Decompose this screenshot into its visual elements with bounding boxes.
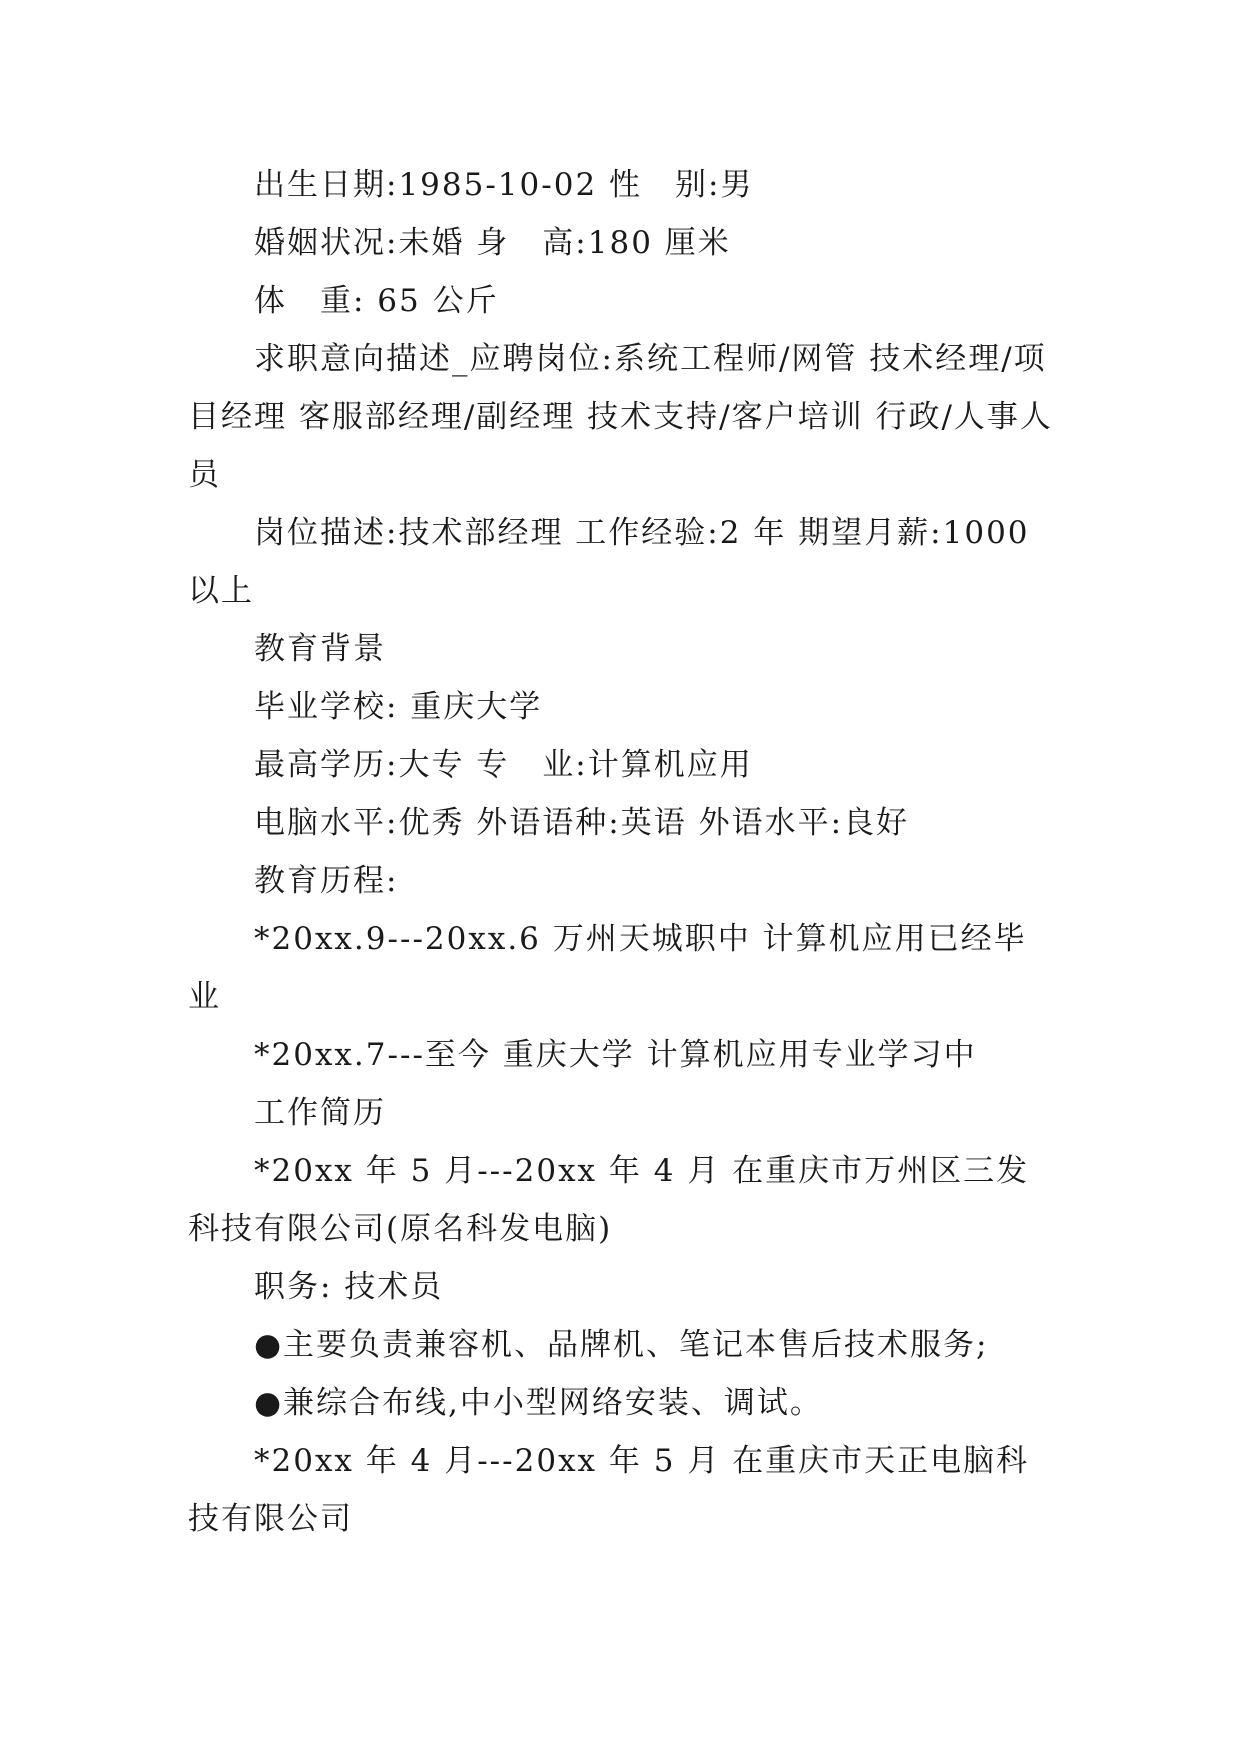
job-intention-line: 求职意向描述_应聘岗位:系统工程师/网管 技术经理/项目经理 客服部经理/副经理 技术支持/客户培训 行政/人事人员: [188, 341, 1053, 493]
degree-major-line: 最高学历:大专 专 业:计算机应用: [254, 747, 753, 783]
education-entry: *20xx.9---20xx.6 万州天城职中 计算机应用已经毕业: [188, 921, 1027, 1015]
marital-height-line: 婚姻状况:未婚 身 高:180 厘米: [254, 225, 731, 261]
education-entry: *20xx.7---至今 重庆大学 计算机应用专业学习中: [254, 1037, 977, 1073]
document-body: [188, 156, 1058, 1548]
weight-line: 体 重: 65 公斤: [254, 283, 499, 319]
birth-date-gender-line: 出生日期:1985-10-02 性 别:男: [254, 167, 754, 203]
work-history-heading: 工作简历: [254, 1095, 386, 1131]
duty-bullet: ●主要负责兼容机、品牌机、笔记本售后技术服务;: [254, 1327, 989, 1363]
education-heading: 教育背景: [254, 631, 386, 667]
school-line: 毕业学校: 重庆大学: [254, 689, 543, 725]
duty-bullet: ●兼综合布线,中小型网络安装、调试。: [254, 1385, 823, 1421]
work-entry: *20xx 年 5 月---20xx 年 4 月 在重庆市万州区三发科技有限公司(原名科发电脑): [188, 1153, 1030, 1247]
job-title-line: 职务: 技术员: [254, 1269, 444, 1305]
work-entry: *20xx 年 4 月---20xx 年 5 月 在重庆市天正电脑科技有限公司: [188, 1443, 1030, 1537]
education-history-heading: 教育历程:: [254, 863, 399, 899]
position-description-line: 岗位描述:技术部经理 工作经验:2 年 期望月薪:1000 以上: [188, 515, 1042, 609]
skills-language-line: 电脑水平:优秀 外语语种:英语 外语水平:良好: [254, 805, 910, 841]
